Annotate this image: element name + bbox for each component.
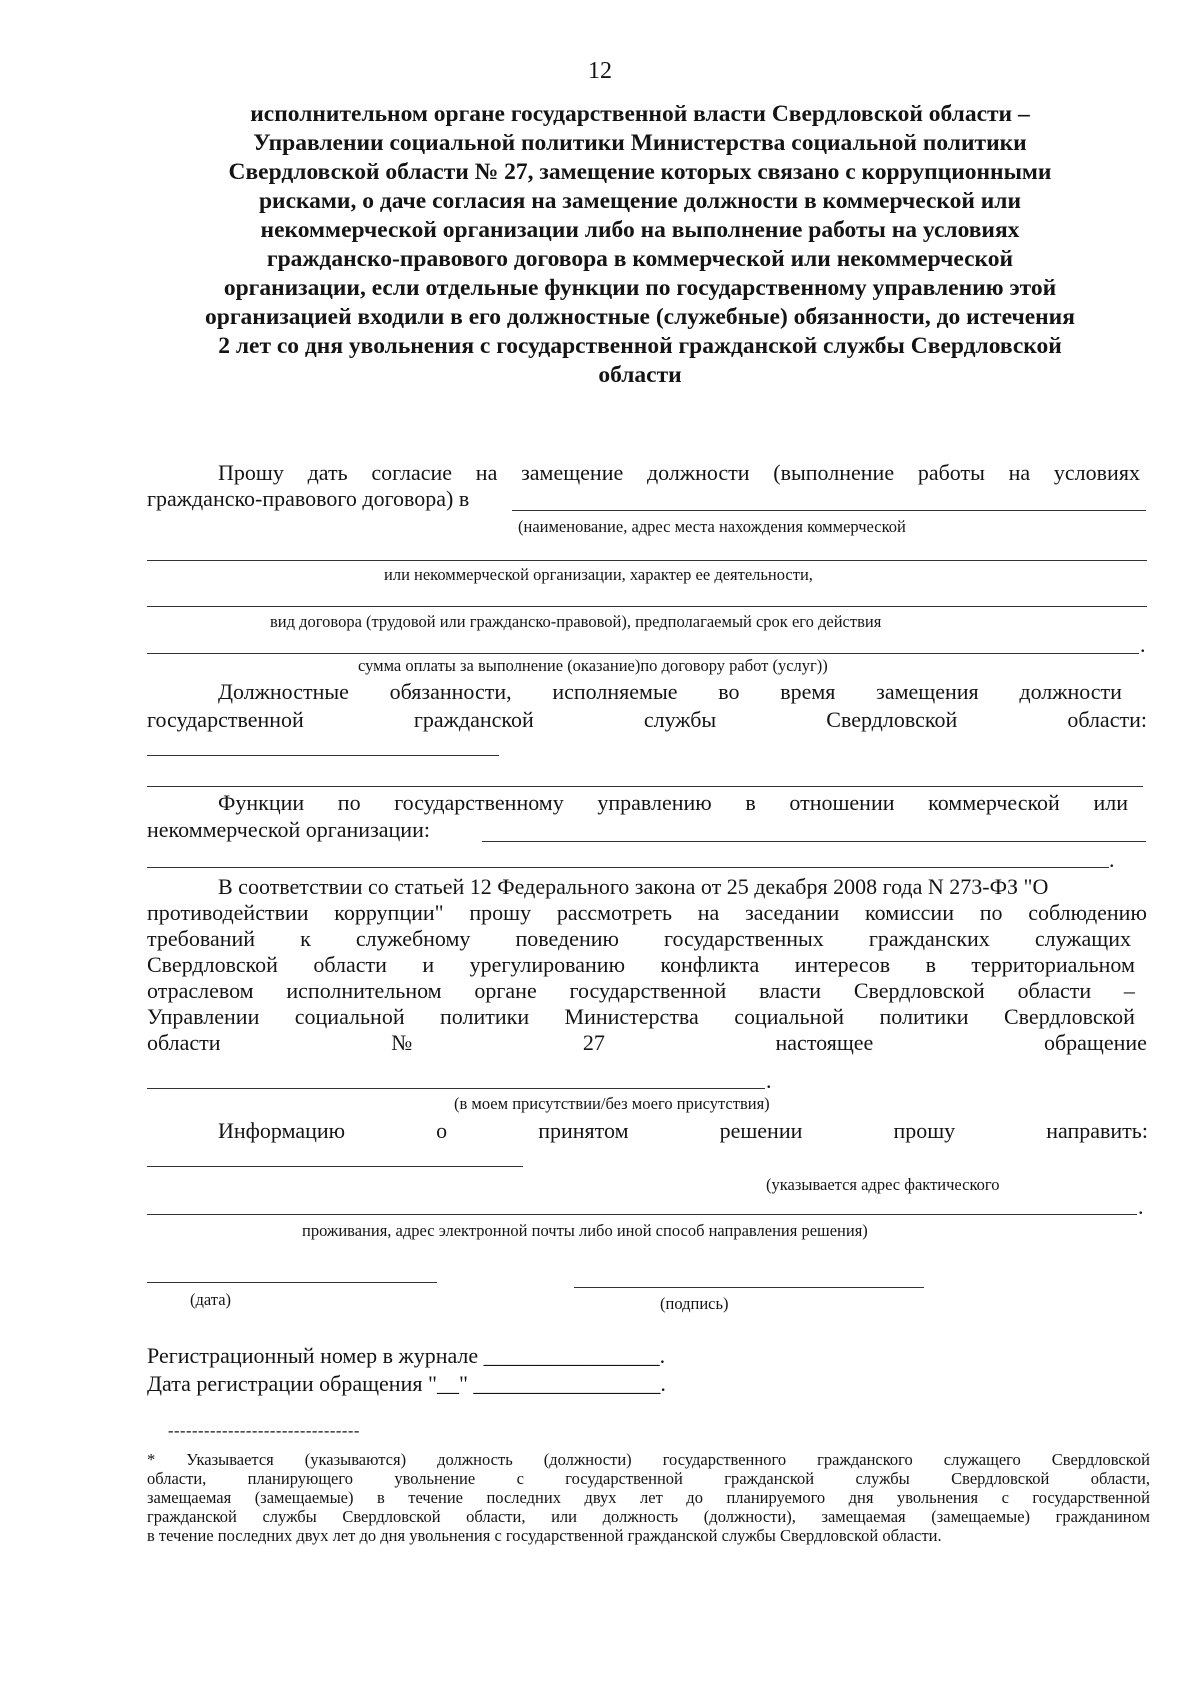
word: или <box>1093 790 1128 815</box>
word: на <box>1008 460 1031 485</box>
hint-delivery-method: проживания, адрес электронной почты либо иной способ направления решения) <box>302 1221 868 1240</box>
title-line: гражданско-правового договора в коммерческой или некоммерческой <box>266 246 1014 272</box>
hint-payment: сумма оплаты за выполнение (оказание)по договору работ (услуг)) <box>358 656 828 675</box>
word: Функции <box>218 790 305 815</box>
functions-field-2[interactable] <box>147 867 1109 868</box>
word: принятом <box>538 1118 629 1143</box>
word: области <box>1017 978 1092 1003</box>
duties-line-2 <box>147 707 1147 733</box>
statement-line <box>147 900 1147 926</box>
word: на <box>697 900 720 925</box>
word: службы <box>643 707 717 732</box>
statement-line <box>218 874 1144 900</box>
word: требований <box>147 926 256 951</box>
word: на <box>475 460 498 485</box>
statement-line <box>147 1030 1147 1056</box>
statement-line <box>147 1004 1135 1030</box>
signature-field[interactable] <box>574 1287 924 1288</box>
duties-field[interactable] <box>147 755 499 756</box>
functions-line-1 <box>218 790 1128 816</box>
word: отраслевом <box>147 978 254 1003</box>
word: 27 <box>582 1030 605 1055</box>
word: области <box>313 952 387 977</box>
word: власти <box>759 978 822 1003</box>
word: обязанности, <box>389 679 512 704</box>
word: гражданских <box>868 926 990 951</box>
statement-line <box>147 926 1131 952</box>
word: территориальном <box>971 952 1135 977</box>
payment-field[interactable] <box>147 653 1139 654</box>
word: отношении <box>789 790 895 815</box>
address-field[interactable] <box>147 1166 523 1167</box>
info-end-dot: . <box>1138 1194 1144 1219</box>
word: прошу <box>469 900 532 925</box>
word: согласие <box>371 460 453 485</box>
title-line: Свердловской области № 27, замещение которых связано с коррупционными <box>228 159 1052 185</box>
title-line: рисками, о даче согласия на замещение должности в коммерческой или <box>258 188 1022 214</box>
word: поведению <box>515 926 619 951</box>
word: в <box>745 790 756 815</box>
word: № <box>391 1030 413 1055</box>
word: Министерства <box>564 1004 699 1029</box>
organization-field-2[interactable] <box>147 560 1147 561</box>
request-line-1 <box>218 460 1140 486</box>
signature-label: (подпись) <box>660 1294 729 1313</box>
word: государственной <box>147 707 304 732</box>
footnote <box>147 1450 1150 1545</box>
registration-date: Дата регистрации обращения "__" _________________. <box>147 1371 666 1396</box>
word: Свердловской <box>853 978 985 1003</box>
word: в <box>925 952 936 977</box>
word: интересов <box>794 952 891 977</box>
title-line: области <box>598 362 682 388</box>
footnote-separator: -------------------------------- <box>168 1421 360 1440</box>
functions-line-2: некоммерческой организации: <box>147 817 430 842</box>
date-label: (дата) <box>190 1290 232 1309</box>
word: области: <box>1067 707 1147 732</box>
hint-organization-type: или некоммерческой организации, характер ее деятельности, <box>384 565 813 584</box>
title-line: организацией входили в его должностные (служебные) обязанности, до истечения <box>205 304 1075 330</box>
word: и <box>422 952 435 977</box>
request-end-dot: . <box>1140 632 1146 657</box>
hint-presence: (в моем присутствии/без моего присутствия) <box>454 1094 770 1113</box>
word: Информацию <box>218 1118 346 1143</box>
word: гражданской <box>413 707 534 732</box>
word: работы <box>917 460 985 485</box>
word: замещение <box>521 460 624 485</box>
title-line: 2 лет со дня увольнения с государственной гражданской службы Свердловской <box>218 333 1062 359</box>
word: рассмотреть <box>556 900 673 925</box>
title-line: организации, если отдельные функции по государственному управлению этой <box>223 275 1057 301</box>
word: по <box>979 900 1003 925</box>
word: – <box>1123 978 1135 1003</box>
contract-field[interactable] <box>147 606 1147 607</box>
word: Свердловской <box>1004 1004 1135 1029</box>
word: социальной <box>734 1004 845 1029</box>
word: Свердловской <box>147 952 278 977</box>
word: политики <box>879 1004 969 1029</box>
word: Управлении <box>147 1004 260 1029</box>
word: во <box>718 679 740 704</box>
title-line: Управлении социальной политики Министерства социальной политики <box>253 130 1027 156</box>
duties-field-2[interactable] <box>147 786 1143 787</box>
date-field[interactable] <box>147 1282 437 1283</box>
hint-contract-type: вид договора (трудовой или гражданско-правовой), предполагаемый срок его действия <box>270 612 882 631</box>
word: Должностные <box>218 679 349 704</box>
footnote-line: в течение последних двух лет до дня увольнения с государственной гражданской службы Свердловской области. <box>147 1526 942 1545</box>
request-line-2: гражданско-правового договора) в <box>147 486 470 511</box>
word: прошу <box>893 1118 956 1143</box>
word: области <box>147 1030 221 1055</box>
word: конфликта <box>660 952 760 977</box>
statement-end-dot: . <box>766 1068 772 1093</box>
word: условиях <box>1053 460 1140 485</box>
word: заседании <box>745 900 840 925</box>
word: служащих <box>1034 926 1131 951</box>
footnote-line: гражданской службы Свердловской области, или должность (должности), замещаемая (замещаемые) гражданином <box>147 1507 1150 1526</box>
word: должности <box>1019 679 1122 704</box>
word: Свердловской <box>826 707 958 732</box>
word: настоящее <box>775 1030 874 1055</box>
word: к <box>300 926 311 951</box>
word: коррупции" <box>334 900 444 925</box>
word: время <box>780 679 836 704</box>
registration-number: Регистрационный номер в журнале ________________. <box>147 1343 666 1368</box>
page-number: 12 <box>588 58 612 84</box>
word: должности <box>646 460 750 485</box>
word: управлению <box>597 790 712 815</box>
duties-line-1 <box>218 679 1122 705</box>
word: государственных <box>663 926 824 951</box>
word: решении <box>719 1118 803 1143</box>
organization-field[interactable] <box>512 510 1146 511</box>
word: коммерческой <box>928 790 1060 815</box>
presence-field[interactable] <box>147 1088 765 1089</box>
word: по <box>337 790 361 815</box>
title-line: некоммерческой организации либо на выполнение работы на условиях <box>260 217 1020 243</box>
address-field-2[interactable] <box>147 1214 1137 1215</box>
statement-line <box>147 978 1135 1004</box>
word: обращение <box>1043 1030 1147 1055</box>
word: комиссии <box>865 900 954 925</box>
title-line: исполнительном органе государственной власти Свердловской области – <box>250 101 1030 127</box>
footnote-line: области, планирующего увольнение с государственной гражданской службы Свердловской области, <box>147 1469 1150 1488</box>
word: направить: <box>1046 1118 1148 1143</box>
word: дать <box>307 460 348 485</box>
word: соблюдению <box>1028 900 1147 925</box>
word: о <box>436 1118 448 1143</box>
word: В соответствии со статьей 12 Федерального закона от 25 декабря 2008 года N 273-ФЗ "О <box>218 874 1049 899</box>
footnote-line: замещаемая (замещаемые) в течение последних двух лет до планируемого дня увольнения с государственной <box>147 1488 1150 1507</box>
hint-organization-name: (наименование, адрес места нахождения коммерческой <box>518 517 906 536</box>
statement-line <box>147 952 1135 978</box>
functions-end-dot: . <box>1109 847 1115 872</box>
word: социальной <box>294 1004 405 1029</box>
word: органе <box>474 978 537 1003</box>
word: исполняемые <box>552 679 678 704</box>
word: государственной <box>569 978 727 1003</box>
word: исполнительном <box>286 978 442 1003</box>
document-title <box>140 100 1140 390</box>
word: (выполнение <box>773 460 895 485</box>
functions-field[interactable] <box>482 841 1146 842</box>
word: политики <box>440 1004 530 1029</box>
word: Прошу <box>218 460 284 485</box>
word: урегулированию <box>469 952 626 977</box>
word: государственному <box>394 790 564 815</box>
word: служебному <box>355 926 471 951</box>
info-line-1 <box>218 1118 1148 1144</box>
footnote-line: * Указывается (указываются) должность (должности) государственного гражданского служащего Свердловской <box>147 1450 1150 1469</box>
hint-address: (указывается адрес фактического <box>766 1175 1000 1194</box>
word: противодействии <box>147 900 309 925</box>
word: замещения <box>876 679 979 704</box>
